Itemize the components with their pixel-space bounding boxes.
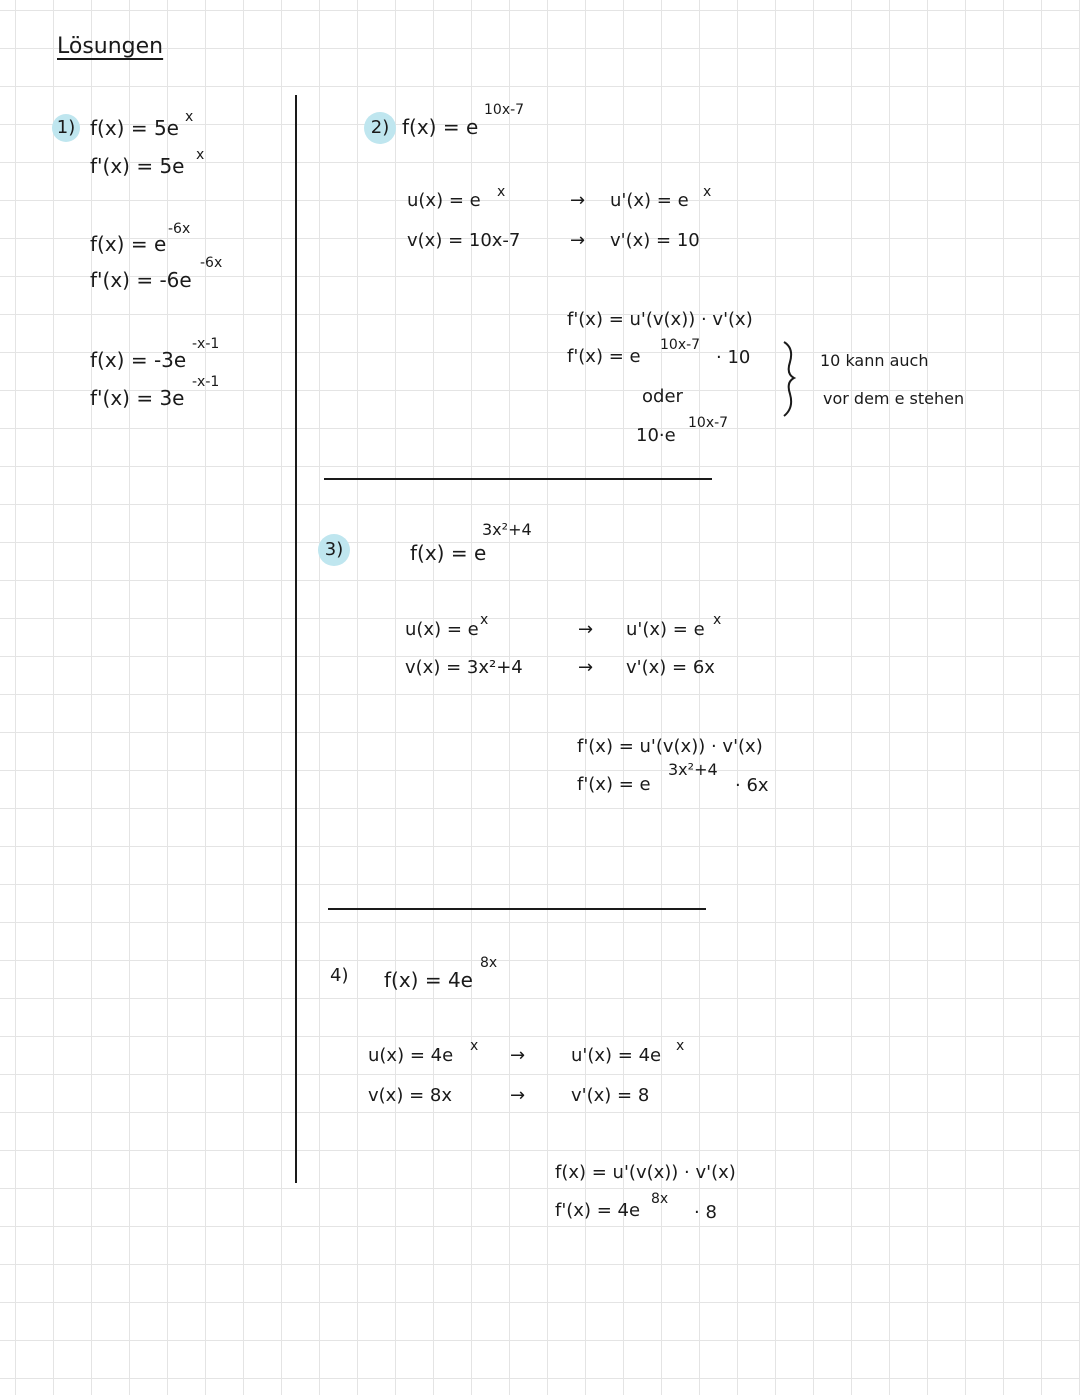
task4-arrow-v: → bbox=[510, 1085, 526, 1106]
task2-note-line-2: vor dem e stehen bbox=[823, 389, 965, 408]
section-divider-2 bbox=[328, 908, 706, 910]
task2-du: u'(x) = e bbox=[610, 190, 689, 211]
task3-number-badge bbox=[318, 534, 350, 566]
task1-line-5: f(x) = -3e bbox=[90, 348, 187, 372]
task4-result: f'(x) = 4e bbox=[555, 1200, 641, 1221]
task3-chain-rule: f'(x) = u'(v(x)) · v'(x) bbox=[577, 736, 763, 757]
page-title: Lösungen bbox=[57, 34, 164, 59]
task1-line-3-exponent: -6x bbox=[168, 221, 191, 237]
task2-result-exponent: 10x-7 bbox=[660, 337, 701, 353]
task2-alt: 10·e bbox=[636, 425, 676, 446]
task2-v: v(x) = 10x-7 bbox=[407, 230, 521, 251]
task1-line-3: f(x) = e bbox=[90, 232, 167, 256]
task2-u-exponent: x bbox=[497, 184, 506, 200]
task3-du: u'(x) = e bbox=[626, 619, 705, 640]
task1-number-badge bbox=[52, 114, 80, 142]
task3-v: v(x) = 3x²+4 bbox=[405, 657, 523, 678]
task3-u-exponent: x bbox=[480, 612, 489, 628]
task1-line-4: f'(x) = -6e bbox=[90, 268, 192, 292]
task2-result-factor: · 10 bbox=[716, 347, 751, 368]
task4-u: u(x) = 4e bbox=[368, 1045, 454, 1066]
task1-number: 1) bbox=[56, 117, 76, 138]
task3-result-factor: · 6x bbox=[735, 775, 769, 796]
task3-number: 3) bbox=[324, 539, 344, 560]
task4-u-exponent: x bbox=[470, 1038, 479, 1054]
task2-or: oder bbox=[642, 386, 683, 407]
task4-arrow-u: → bbox=[510, 1045, 526, 1066]
task1-line-1: f(x) = 5e bbox=[90, 116, 179, 140]
column-divider bbox=[295, 95, 297, 1183]
task2-du-exponent: x bbox=[703, 184, 712, 200]
task2-function-exponent: 10x-7 bbox=[484, 102, 525, 118]
task3-result-exponent: 3x²+4 bbox=[668, 760, 718, 779]
task3-function-exponent: 3x²+4 bbox=[482, 520, 532, 539]
task4-chain-rule: f(x) = u'(v(x)) · v'(x) bbox=[555, 1162, 736, 1183]
task4-dv: v'(x) = 8 bbox=[571, 1085, 650, 1106]
task4-result-factor: · 8 bbox=[694, 1202, 717, 1223]
task2-chain-rule: f'(x) = u'(v(x)) · v'(x) bbox=[567, 309, 753, 330]
task2-dv: v'(x) = 10 bbox=[610, 230, 700, 251]
task1-line-5-exponent: -x-1 bbox=[192, 336, 220, 352]
brace-icon bbox=[776, 338, 806, 420]
task2-result: f'(x) = e bbox=[567, 346, 641, 367]
task2-arrow-u: → bbox=[570, 190, 586, 211]
task2-arrow-v: → bbox=[570, 230, 586, 251]
task3-result: f'(x) = e bbox=[577, 774, 651, 795]
task4-v: v(x) = 8x bbox=[368, 1085, 452, 1106]
task2-u: u(x) = e bbox=[407, 190, 481, 211]
section-divider-1 bbox=[324, 478, 712, 480]
task2-number: 2) bbox=[370, 117, 390, 138]
task1-line-6: f'(x) = 3e bbox=[90, 386, 185, 410]
task1-line-2-exponent: x bbox=[196, 147, 205, 163]
task4-function: f(x) = 4e bbox=[384, 968, 473, 992]
task1-line-4-exponent: -6x bbox=[200, 255, 223, 271]
task3-du-exponent: x bbox=[713, 612, 722, 628]
task4-du-exponent: x bbox=[676, 1038, 685, 1054]
task3-dv: v'(x) = 6x bbox=[626, 657, 715, 678]
task4-du: u'(x) = 4e bbox=[571, 1045, 662, 1066]
task4-result-exponent: 8x bbox=[651, 1191, 669, 1207]
task3-arrow-v: → bbox=[578, 657, 594, 678]
task3-arrow-u: → bbox=[578, 619, 594, 640]
task4-number: 4) bbox=[330, 965, 349, 986]
task1-line-6-exponent: -x-1 bbox=[192, 374, 220, 390]
task4-function-exponent: 8x bbox=[480, 955, 498, 971]
task2-function: f(x) = e bbox=[402, 115, 479, 139]
task1-line-1-exponent: x bbox=[185, 109, 194, 125]
task2-number-badge bbox=[364, 112, 396, 144]
task3-u: u(x) = e bbox=[405, 619, 479, 640]
task3-function: f(x) = e bbox=[410, 541, 487, 565]
task2-note-line-1: 10 kann auch bbox=[820, 351, 929, 370]
task2-alt-exponent: 10x-7 bbox=[688, 415, 729, 431]
task1-line-2: f'(x) = 5e bbox=[90, 154, 185, 178]
